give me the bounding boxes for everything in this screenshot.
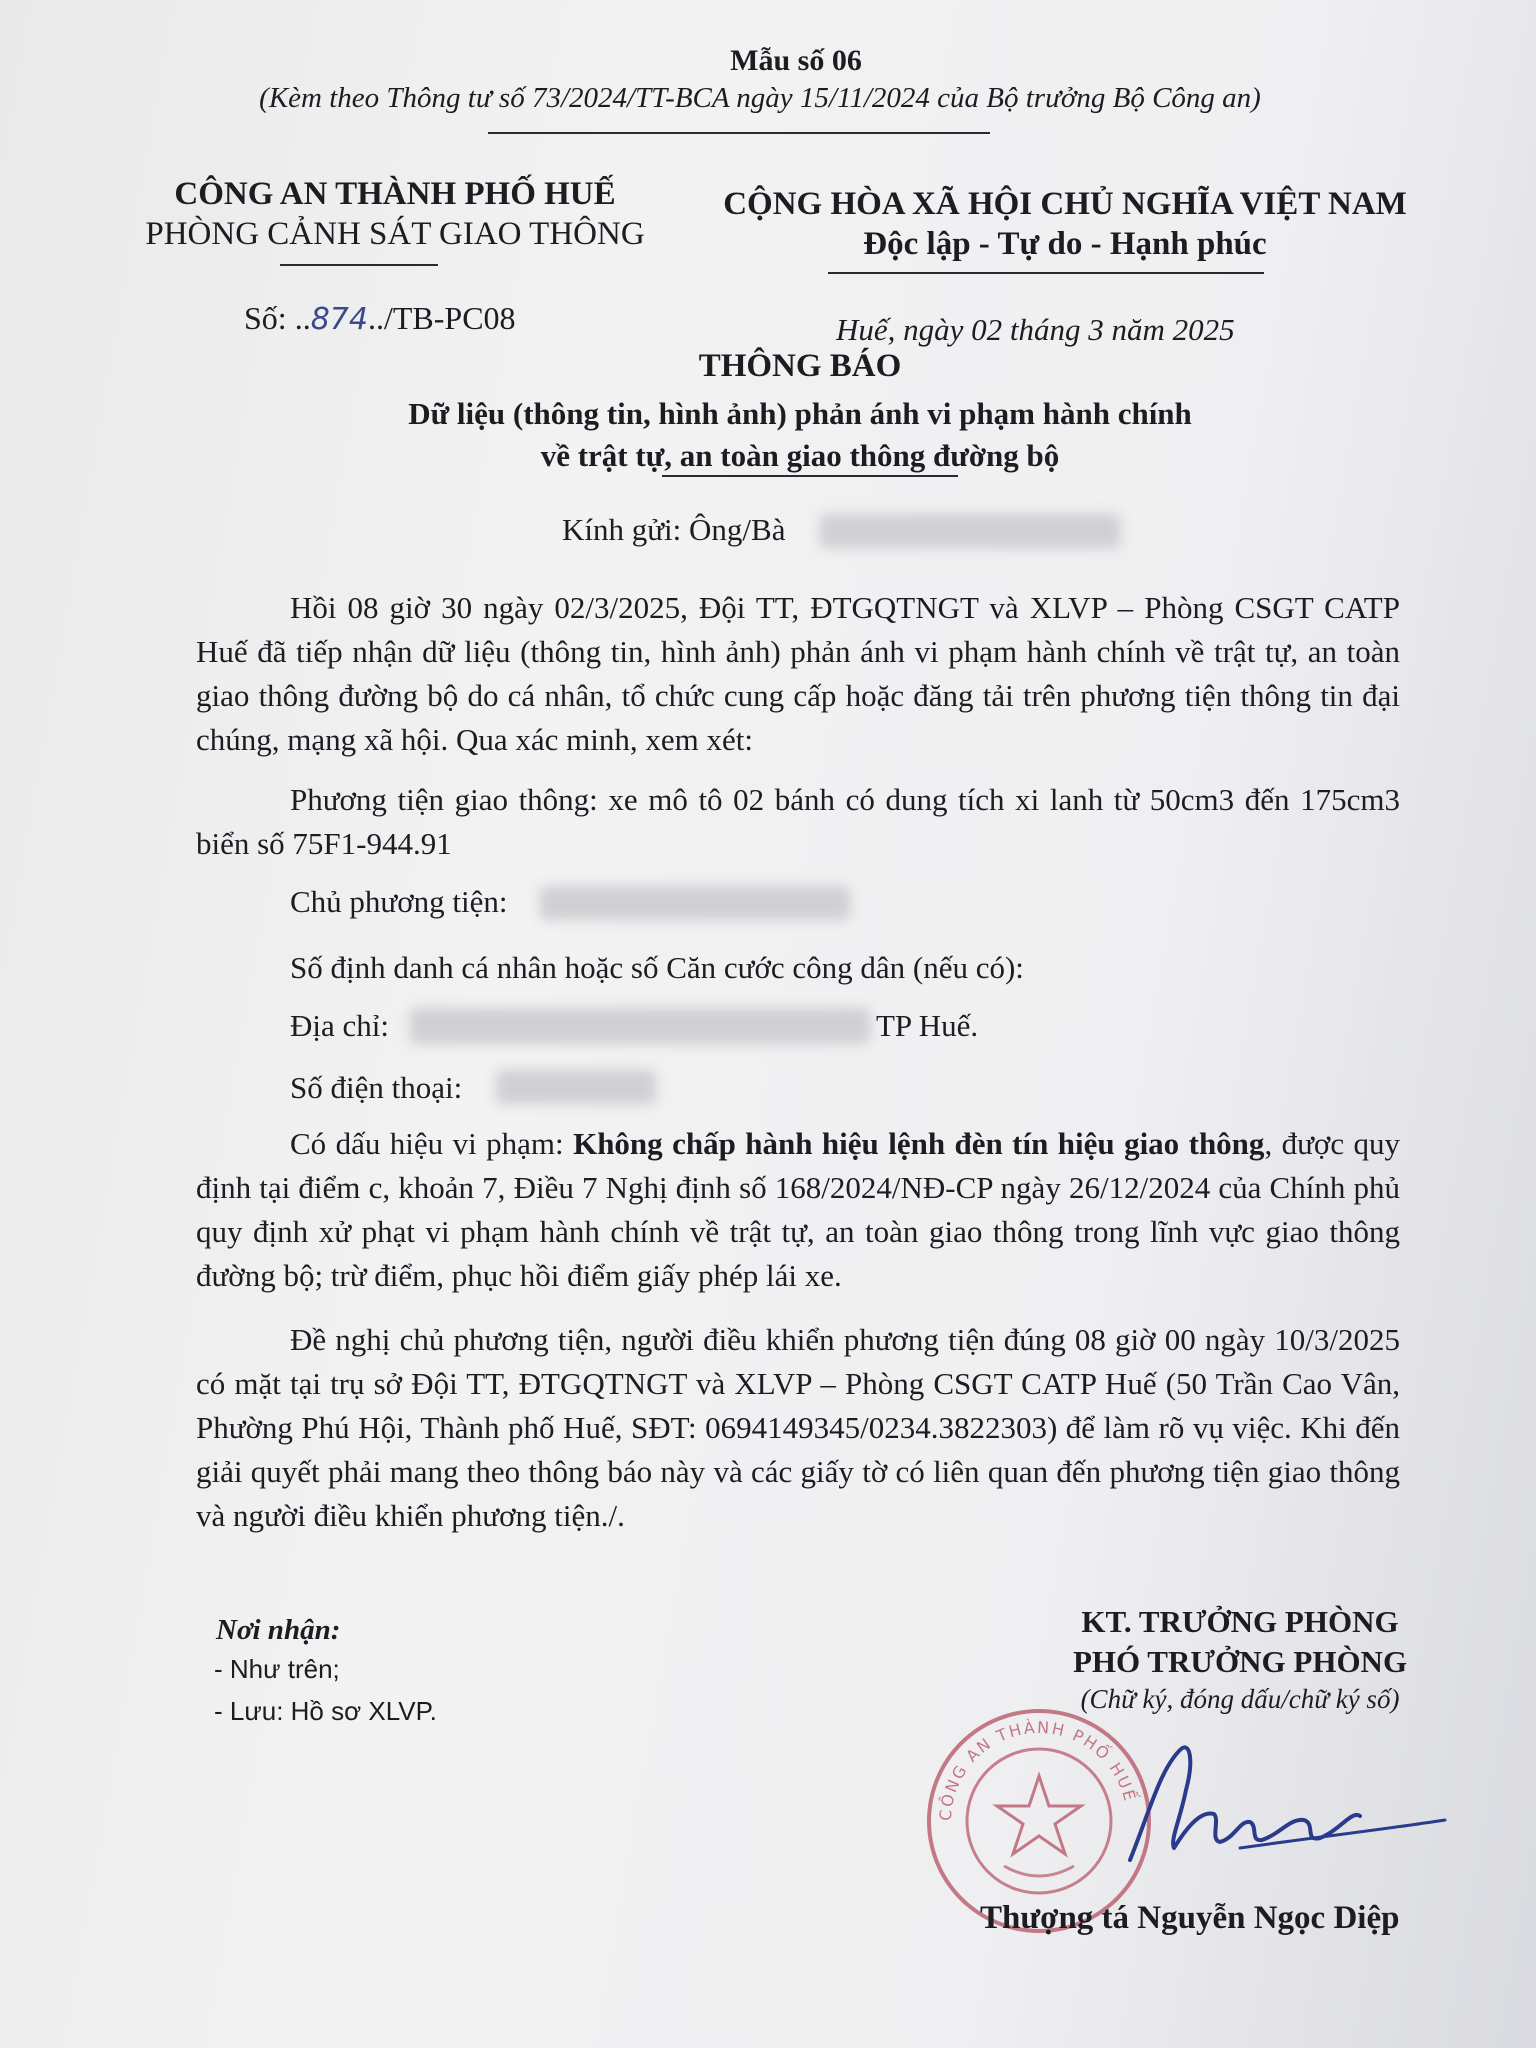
document-subtitle-line1: Dữ liệu (thông tin, hình ảnh) phản ánh vi phạm hành chính: [408, 396, 1192, 431]
date-line: Huế, ngày 02 tháng 3 năm 2025: [836, 312, 1235, 347]
signature-title-line2: PHÓ TRƯỞNG PHÒNG: [1072, 1644, 1408, 1679]
redacted-owner-name: [540, 886, 850, 920]
agency-underline: [280, 264, 438, 266]
paragraph-request: Đề nghị chủ phương tiện, người điều khiển phương tiện đúng 08 giờ 00 ngày 10/3/2025 có mặt tại trụ sở Đội TT, ĐTGQTNGT và XLVP – Phòng CSGT CATP Huế (50 Trần Cao Vân, Phường Phú Hội, Thành phố Huế, SĐT: 0694149345/0234.3822303) để làm rõ vụ việc. Khi đến giải quyết phải mang theo thông báo này và các giấy tờ có liên quan đến phương tiện giao thông và người điều khiển phương tiện./.: [196, 1322, 1400, 1533]
document-subtitle-line2: về trật tự, an toàn giao thông đường bộ: [540, 438, 1060, 473]
doc-number-suffix: ../TB-PC08: [367, 300, 516, 336]
paragraph-violation: [196, 1122, 1400, 1298]
stamp-text: CÔNG AN THÀNH PHỐ HUẾ: [935, 1717, 1140, 1822]
title-underline: [662, 475, 958, 477]
form-number: Mẫu số 06: [730, 44, 862, 77]
greeting-label: Kính gửi: Ông/Bà: [562, 512, 786, 547]
signature-note: (Chữ ký, đóng dấu/chữ ký số): [1080, 1684, 1400, 1714]
violation-legal-basis: , được quy định tại điểm c, khoản 7, Điều 7 Nghị định số 168/2024/NĐ-CP ngày 26/12/2024 của Chính phủ quy định xử phạt vi phạm hành chính về trật tự, an toàn giao thông trong lĩnh vực giao thông đường bộ; trừ điểm, phục hồi điểm giấy phép lái xe.: [196, 1126, 1401, 1293]
address-label: Địa chỉ:: [290, 1008, 389, 1043]
address-city: TP Huế.: [876, 1008, 979, 1043]
doc-number-prefix: Số: ..: [244, 300, 311, 336]
id-label: Số định danh cá nhân hoặc số Căn cước công dân (nếu có):: [290, 950, 1024, 985]
redacted-recipient-name: [820, 514, 1120, 548]
redacted-address: [410, 1008, 870, 1044]
redacted-phone: [496, 1070, 656, 1104]
form-reference: (Kèm theo Thông tư số 73/2024/TT-BCA ngày 15/11/2024 của Bộ trưởng Bộ Công an): [259, 82, 1261, 114]
phone-label: Số điện thoại:: [290, 1070, 463, 1105]
department-name: PHÒNG CẢNH SÁT GIAO THÔNG: [145, 216, 645, 252]
doc-number-handwritten: 874: [310, 302, 368, 337]
paragraph-vehicle: Phương tiện giao thông: xe mô tô 02 bánh có dung tích xi lanh từ 50cm3 đến 175cm3 biển số 75F1-944.91: [196, 782, 1400, 861]
national-motto: Độc lập - Tự do - Hạnh phúc: [863, 226, 1267, 262]
document-number: [244, 300, 516, 337]
signature-title-line1: KT. TRƯỞNG PHÒNG: [1081, 1604, 1399, 1639]
recipient-item: - Lưu: Hồ sơ XLVP.: [214, 1696, 437, 1726]
document-title: THÔNG BÁO: [698, 348, 902, 384]
violation-prefix: Có dấu hiệu vi phạm:: [290, 1126, 574, 1161]
recipient-item: - Như trên;: [214, 1654, 340, 1684]
agency-name: CÔNG AN THÀNH PHỐ HUẾ: [174, 176, 616, 212]
header-rule: [488, 132, 990, 134]
violation-name: Không chấp hành hiệu lệnh đèn tín hiệu giao thông: [573, 1126, 1265, 1161]
recipients-title: Nơi nhận:: [216, 1614, 341, 1646]
nation-name: CỘNG HÒA XÃ HỘI CHỦ NGHĨA VIỆT NAM: [723, 186, 1407, 222]
handwritten-signature: [1090, 1730, 1450, 1880]
signer-name: Thượng tá Nguyễn Ngọc Diệp: [980, 1900, 1400, 1936]
paragraph-intro: Hồi 08 giờ 30 ngày 02/3/2025, Đội TT, ĐTGQTNGT và XLVP – Phòng CSGT CATP Huế đã tiếp nhận dữ liệu (thông tin, hình ảnh) phản ánh vi phạm hành chính về trật tự, an toàn giao thông đường bộ do cá nhân, tổ chức cung cấp hoặc đăng tải trên phương tiện thông tin đại chúng, mạng xã hội. Qua xác minh, xem xét:: [196, 590, 1400, 757]
owner-label: Chủ phương tiện:: [290, 884, 508, 919]
motto-underline: [828, 272, 1264, 274]
